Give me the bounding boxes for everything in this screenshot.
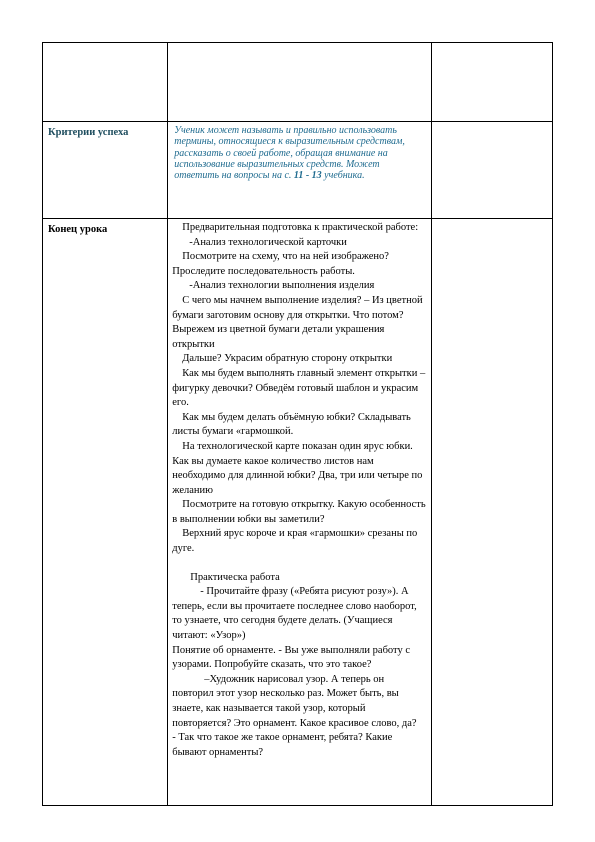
- paragraph: -Анализ технологии выполнения изделия: [189, 280, 375, 292]
- table-row-end-of-lesson: [43, 219, 553, 806]
- paragraph: Посмотрите на готовую открытку. Какую особенность в выполнении юбки вы заметили?: [172, 499, 426, 525]
- paragraph: Понятие об орнаменте. - Вы уже выполняли работу с узорами. Попробуйте сказать, что это такое?: [172, 644, 411, 671]
- end-of-lesson-label: Конец урока: [43, 219, 168, 806]
- paragraph: На технологической карте показан один ярус юбки. Как вы думаете какое количество листов нам необходимо для длинной юбки? Два, три или четыре по желанию: [172, 440, 423, 496]
- criteria-text: [168, 122, 432, 219]
- paragraph: Практическа работа: [190, 571, 280, 583]
- empty-cell: [431, 122, 552, 219]
- table-row-empty: [43, 43, 553, 122]
- paragraph: Верхний ярус короче и края «гармошки» срезаны по дуге.: [172, 528, 418, 555]
- table-row-criteria: [43, 122, 553, 219]
- empty-cell: [431, 43, 552, 122]
- criteria-label: Критерии успеха: [43, 122, 168, 219]
- empty-cell: [43, 43, 168, 122]
- paragraph: –Художник нарисовал узор. А теперь он повторил этот узор несколько раз. Может быть, вы знаете, как называется такой узор, который повторяется? Это орнамент. Какое красивое слово, да?: [172, 673, 417, 729]
- paragraph: - Прочитайте фразу («Ребята рисуют розу»). А теперь, если вы прочитаете последнее слово наоборот, то узнаете, что сегодня будете делать. (Учащиеся читают: «Узор»): [172, 586, 417, 642]
- paragraph: Как мы будем выполнять главный элемент открытки – фигурку девочки? Обведём готовый шаблон и украсим его.: [172, 367, 426, 409]
- paragraph: С чего мы начнем выполнение изделия? – Из цветной бумаги заготовим основу для открытки. Что потом? Вырежем из цветной бумаги детали украшения открытки: [172, 294, 423, 350]
- criteria-text-end: учебника.: [321, 170, 365, 182]
- paragraph: Как мы будем делать объёмную юбки? Складывать листы бумаги «гармошкой.: [172, 411, 411, 438]
- spacer: [172, 557, 427, 571]
- paragraph: Дальше? Украсим обратную сторону открытки: [182, 353, 393, 365]
- criteria-pages: 11 - 13: [293, 170, 322, 182]
- empty-cell: [431, 219, 552, 806]
- paragraph: Посмотрите на схему, что на ней изображено? Проследите последовательность работы.: [172, 251, 389, 277]
- end-of-lesson-text: [168, 219, 432, 806]
- criteria-text-main: Ученик может называть и правильно использовать термины, относящиеся к выразительным средствам, рассказать о своей работе, обращая внимание на использование выразительных средств. Может ответить на вопросы на с.: [174, 125, 405, 182]
- paragraph: Предварительная подготовка к практической работе:: [182, 222, 419, 233]
- paragraph: -Анализ технологической карточки: [189, 236, 347, 248]
- lesson-plan-table: [42, 42, 553, 806]
- empty-cell: [168, 43, 432, 122]
- paragraph: - Так что такое же такое орнамент, ребята? Какие бывают орнаменты?: [172, 732, 393, 758]
